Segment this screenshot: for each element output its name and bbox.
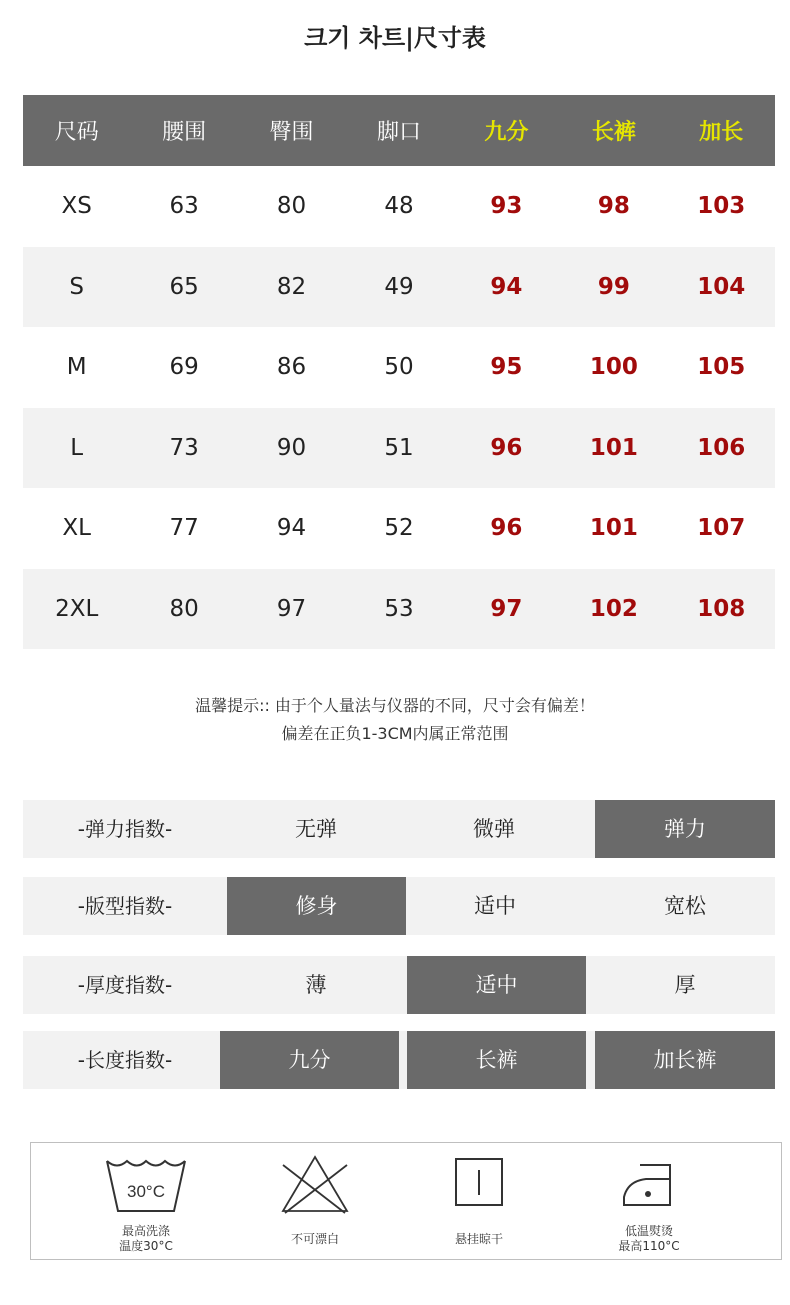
- thickness-label: -厚度指数-: [77, 973, 173, 997]
- cell-ninth-length: 93: [490, 193, 523, 220]
- fit-option-loose: 宽松: [664, 894, 706, 918]
- cell-full-length: 102: [589, 595, 638, 622]
- table-row: [23, 327, 775, 408]
- wash-30c-icon: [104, 1153, 188, 1217]
- cell-full-length: 101: [589, 434, 638, 461]
- cell-full-length: 101: [589, 515, 638, 542]
- elasticity-option-slight: 微弹: [473, 817, 515, 841]
- cell-hip: 97: [276, 595, 307, 622]
- header-extra-length: 加长: [699, 120, 744, 145]
- iron-text-2: 最高110°C: [618, 1239, 680, 1253]
- cell-hem: 48: [384, 193, 414, 220]
- care-item-wash: [76, 1143, 216, 1259]
- size-table: [23, 95, 775, 649]
- cell-ninth-length: 96: [490, 515, 523, 542]
- cell-hem: 49: [384, 273, 414, 300]
- cell-size: S: [69, 273, 85, 300]
- cell-ninth-length: 97: [490, 595, 523, 622]
- cell-extra-length: 104: [697, 273, 746, 300]
- cell-size: L: [70, 434, 84, 461]
- cell-hip: 94: [276, 515, 307, 542]
- header-hip: 臀围: [269, 120, 314, 145]
- header-size: 尺码: [54, 120, 99, 145]
- length-option-ninth: 九分: [220, 1031, 399, 1089]
- thickness-option-thin: 薄: [305, 973, 327, 997]
- cell-waist: 73: [169, 434, 199, 461]
- fit-index-row: [23, 877, 775, 935]
- cell-extra-length: 103: [697, 193, 746, 220]
- elasticity-label: -弹力指数-: [77, 817, 173, 841]
- size-table-header: [23, 95, 775, 166]
- cell-hem: 50: [384, 354, 414, 381]
- no-bleach-icon: [279, 1153, 351, 1217]
- cell-ninth-length: 95: [490, 354, 523, 381]
- cell-waist: 63: [169, 193, 199, 220]
- cell-full-length: 98: [597, 193, 630, 220]
- length-option-full: 长裤: [407, 1031, 586, 1089]
- care-instructions: [30, 1142, 782, 1260]
- page-title: 크기 차트|尺寸表: [304, 24, 486, 52]
- cell-waist: 65: [169, 273, 199, 300]
- table-row: [23, 488, 775, 569]
- measurement-note: 温馨提示:: 由于个人量法与仪器的不同，尺寸会有偏差！: [195, 696, 595, 715]
- cell-hip: 82: [276, 273, 307, 300]
- thickness-option-medium: 适中: [407, 956, 586, 1014]
- care-item-iron: [579, 1143, 719, 1259]
- cell-hip: 86: [276, 354, 307, 381]
- fit-option-regular: 适中: [474, 894, 516, 918]
- cell-ninth-length: 94: [490, 273, 523, 300]
- cell-size: M: [66, 354, 87, 381]
- elasticity-index-row: [23, 800, 775, 858]
- table-row: [23, 408, 775, 489]
- elasticity-option-stretch: 弹力: [595, 800, 775, 858]
- care-item-no-bleach: [245, 1143, 385, 1259]
- thickness-index-row: [23, 956, 775, 1014]
- cell-size: XL: [62, 515, 91, 542]
- cell-hip: 90: [276, 434, 307, 461]
- cell-extra-length: 106: [697, 434, 746, 461]
- wash-text-2: 温度30°C: [119, 1239, 173, 1253]
- hang-dry-text: 悬挂晾干: [454, 1232, 503, 1246]
- tolerance-note: 偏差在正负1-3CM内属正常范围: [281, 724, 509, 743]
- cell-waist: 77: [169, 515, 199, 542]
- header-ninth-length: 九分: [484, 120, 529, 145]
- header-hem: 脚口: [376, 120, 421, 145]
- cell-waist: 80: [169, 595, 199, 622]
- care-item-hang-dry: [409, 1143, 549, 1259]
- wash-text-1: 最高洗涤: [121, 1224, 170, 1238]
- fit-label: -版型指数-: [77, 894, 173, 918]
- low-iron-icon: [618, 1153, 680, 1213]
- cell-waist: 69: [169, 354, 199, 381]
- cell-size: XS: [61, 193, 92, 220]
- cell-extra-length: 107: [697, 515, 746, 542]
- thickness-option-thick: 厚: [674, 973, 696, 997]
- iron-text-1: 低温熨烫: [624, 1224, 673, 1238]
- cell-full-length: 100: [589, 354, 638, 381]
- hang-dry-icon: [451, 1153, 507, 1213]
- cell-size: 2XL: [55, 595, 99, 622]
- wash-temp-label: 30°C: [127, 1182, 165, 1201]
- elasticity-option-none: 无弹: [295, 817, 337, 841]
- cell-hem: 53: [384, 595, 414, 622]
- header-full-length: 长裤: [591, 120, 636, 145]
- cell-ninth-length: 96: [490, 434, 523, 461]
- cell-hem: 51: [384, 434, 414, 461]
- cell-extra-length: 105: [697, 354, 746, 381]
- cell-hem: 52: [384, 515, 414, 542]
- table-row: [23, 166, 775, 247]
- length-label: -长度指数-: [77, 1048, 173, 1072]
- no-bleach-text: 不可漂白: [290, 1232, 339, 1246]
- fit-option-slim: 修身: [227, 877, 406, 935]
- length-index-row: [23, 1031, 775, 1089]
- table-row: [23, 247, 775, 328]
- header-waist: 腰围: [162, 120, 207, 145]
- table-row: [23, 569, 775, 650]
- length-option-extra: 加长裤: [595, 1031, 775, 1089]
- cell-extra-length: 108: [697, 595, 746, 622]
- cell-full-length: 99: [597, 273, 630, 300]
- cell-hip: 80: [276, 193, 307, 220]
